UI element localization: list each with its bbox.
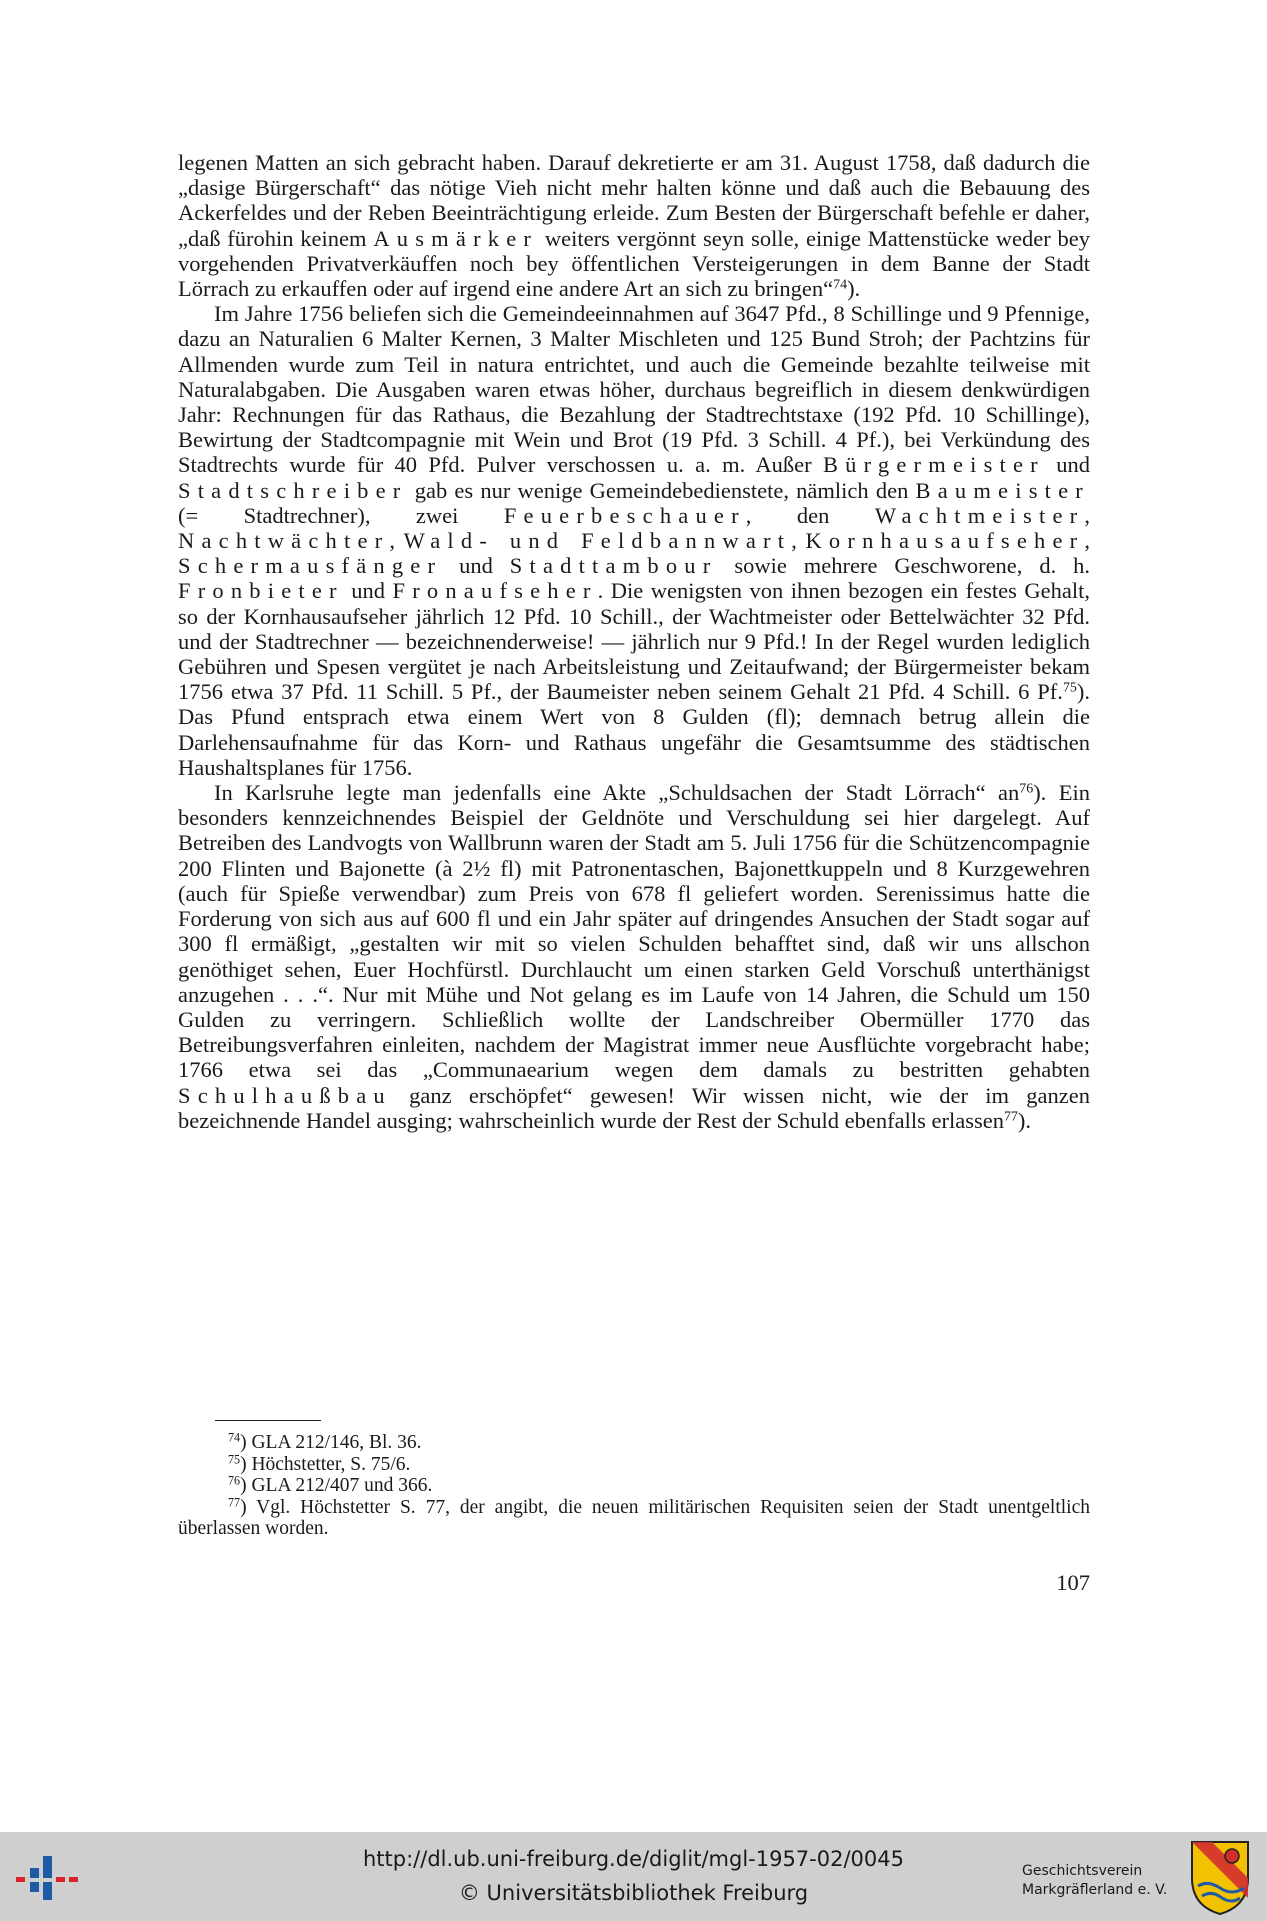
spaced-term: Fronbieter — [178, 578, 344, 604]
article-body — [178, 150, 1090, 1133]
spaced-term: Baumeister — [915, 477, 1090, 503]
footnotes — [178, 1432, 1090, 1540]
footnote: $^{74}$) GLA 212/146, Bl. 36. — [228, 1430, 422, 1453]
footnote-number: 75 — [228, 1451, 241, 1466]
paragraph: In Karlsruhe legte man jedenfalls eine Akte „Schuldsachen der Stadt Lörrach“ $an^{76}$). Ein besonders kennzeichnendes Beispiel der Geldnöte und Verschuldung sei hier dargelegt. Auf Betreiben des Landvogts von Wallbrunn waren der Stadt am 5. Juli 1756 für die Schützencompagnie 200 Flinten und Bajonette (à 2½ fl) mit Patronentaschen, Bajonettkuppeln und 8 Kurzgewehren (auch für Spieße verwendbar) zum Preis von 678 fl geliefert worden. Serenissimus hatte die Forderung von sich aus auf 600 fl und ein Jahr später auf dringendes Ansuchen der Stadt sogar auf 300 fl ermäßigt, „gestalten wir mit so vielen Schulden behafftet sind, daß wir uns allschon genöthiget sehen, Euer Hochfürstl. Durchlaucht um einen starken Geld Vorschuß unterthänigst anzugehen . . .“. Nur mit Mühe und Not gelang es im Laufe von 14 Jahren, die Schuld um 150 Gulden zu verringern. Schließlich wollte der Landschreiber Obermüller 1770 das Betreibungsverfahren einleiten, nachdem der Magistrat immer neue Ausflüchte vorgebracht habe; 1766 etwa sei das „Communaearium wegen dem damals zu bestritten gehabten Schulhaußbau ganz erschöpfet“ gewesen! Wir wissen nicht, wie der im ganzen bezeichnende Handel ausging; wahrscheinlich wurde der Rest der Schuld ebenfalls erlassen$^{77}$). — [178, 780, 1090, 1133]
spaced-term: Fronaufseher — [392, 578, 598, 604]
footnote: $^{75}$) Höchstetter, S. 75/6. — [228, 1451, 411, 1475]
footnote: $^{77}$) Vgl. Höchstetter S. 77, der angibt, die neuen militärischen Requisiten seien der Stadt unentgeltlich überlassen worden. — [178, 1494, 1090, 1539]
spaced-term: Schulhaußbau — [178, 1082, 392, 1108]
spaced-term: Wald- und Feldbannwart — [403, 528, 792, 554]
spaced-term: Nachtwächter — [178, 528, 390, 554]
footnote-number: 76 — [228, 1473, 241, 1488]
spaced-term: Kornhausaufseher — [805, 528, 1085, 554]
footnote-number: 77 — [228, 1494, 241, 1509]
society-name: Geschichtsverein Markgräflerland e. V. — [1022, 1863, 1168, 1898]
spaced-term: Ausmärker — [373, 225, 539, 251]
page-number: 107 — [1056, 1570, 1090, 1595]
footnote: $^{76}$) GLA 212/407 und 366. — [228, 1473, 433, 1496]
coat-of-arms-icon[interactable] — [1188, 1838, 1252, 1916]
spaced-term: Bürgermeister — [822, 452, 1045, 478]
paragraph: legenen Matten an sich gebracht haben. Darauf dekretierte er am 31. August 1758, daß dadurch die „dasige Bürgerschaft“ das nötige Vieh nicht mehr halten könne und daß auch die Bebauung des Ackerfeldes und der Reben Beeinträchtigung erleide. Zum Besten der Bürgerschaft befehle er daher, „daß fürohin keinem Ausmärker weiters vergönnt seyn solle, einige Mattenstücke weder bey vorgehenden Privatverkäuffen noch bey öffentlichen Versteigerungen in dem Banne der Stadt Lörrach zu erkauffen oder auf irgend eine andere Art an sich zu bringen“$^{74}$). — [178, 150, 1090, 302]
spaced-term: Wachtmeister — [874, 502, 1085, 528]
footnote-ref[interactable]: 77 — [1003, 1109, 1018, 1125]
spaced-term: Schermausfänger — [178, 553, 443, 579]
footnote-ref[interactable]: 76 — [1019, 781, 1034, 797]
footer-bar — [0, 1832, 1267, 1921]
footnote-divider — [215, 1420, 321, 1421]
spaced-term: Stadttambour — [509, 553, 718, 579]
paragraph: Im Jahre 1756 beliefen sich die Gemeindeeinnahmen auf 3647 Pfd., 8 Schillinge und 9 Pfennige, dazu an Naturalien 6 Malter Kernen, 3 Malter Mischleten und 125 Bund Stroh; der Pachtzins für Allmenden wurde zum Teil in natura entrichtet, und auch die Gemeinde bezahlte teilweise mit Naturalabgaben. Die Ausgaben waren etwas höher, durchaus begreiflich in diesem denkwürdigen Jahr: Rechnungen für das Rathaus, die Bezahlung der Stadtrechtstaxe (192 Pfd. 10 Schillinge), Bewirtung der Stadtcompagnie mit Wein und Brot (19 Pfd. 3 Schill. 4 Pf.), bei Verkündung des Stadtrechts wurde für 40 Pfd. Pulver verschossen u. a. m. Außer Bürgermeister und Stadtschreiber gab es nur wenige Gemeindebedienstete, nämlich den Baumeister (= Stadtrechner), zwei Feuerbeschauer, den Wachtmeister, Nachtwächter, Wald- und Feldbannwart, Kornhausaufseher, Schermausfänger und Stadttambour sowie mehrere Geschworene, d. h. Fronbieter und Fronaufseher. Die wenigsten von ihnen bezogen ein festes Gehalt, so der Kornhausaufseher jährlich 12 Pfd. 10 Schill., der Wachtmeister oder Bettelwächter 32 Pfd. und der Stadtrechner — bezeichnenderweise! — jährlich nur 9 Pfd.! In der Regel wurden lediglich Gebühren und Spesen vergütet je nach Arbeitsleistung und Zeitaufwand; der Bürgermeister bekam 1756 etwa 37 Pfd. 11 Schill. 5 Pf., der Baumeister neben seinem Gehalt 21 Pfd. 4 Schill. 6 Pf.$^{75}$). Das Pfund entsprach etwa einem Wert von 8 Gulden (fl); demnach betrug allein die Darlehensaufnahme für das Korn- und Rathaus ungefähr die Gesamtsumme des städtischen Haushaltsplanes für 1756. — [178, 301, 1091, 780]
footnote-number: 74 — [228, 1430, 241, 1445]
footnote-ref[interactable]: 75 — [1062, 680, 1077, 696]
spaced-term: Feuerbeschauer — [503, 502, 746, 528]
footnote-ref[interactable]: 74 — [833, 277, 848, 293]
spaced-term: Stadtschreiber — [178, 477, 408, 503]
footer-copyright: © Universitätsbibliothek Freiburg — [458, 1881, 809, 1905]
footer-url-link[interactable]: http://dl.ub.uni-freiburg.de/diglit/mgl-1957-02/0045 — [362, 1847, 904, 1871]
